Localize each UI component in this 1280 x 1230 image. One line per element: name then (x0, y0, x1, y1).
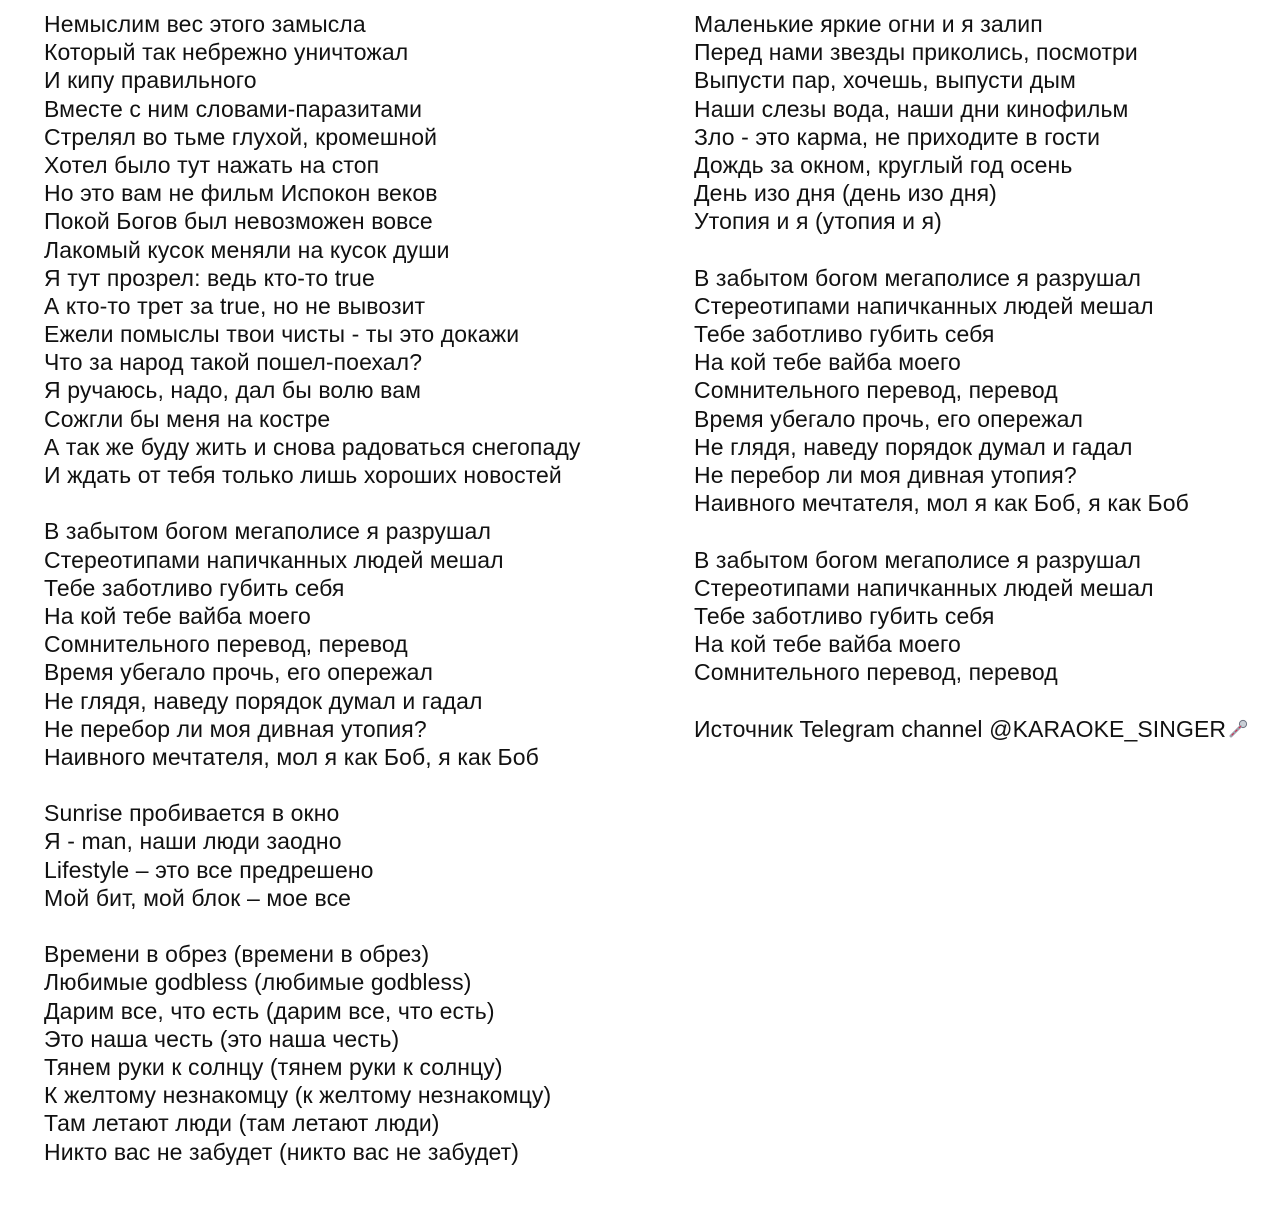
lyrics-right-column (694, 10, 1274, 743)
stanza-break (694, 236, 1274, 264)
lyric-line: Сожгли бы меня на костре (44, 405, 331, 432)
lyric-line: И кипу правильного (44, 67, 257, 94)
lyric-line: Выпусти пар, хочешь, выпусти дым (694, 67, 1076, 94)
lyric-line: Сомнительного перевод, перевод (694, 659, 1058, 686)
lyric-line: Я ручаюсь, надо, дал бы волю вам (44, 377, 421, 404)
lyric-line: Дарим все, что есть (дарим все, что есть) (44, 997, 495, 1024)
lyric-line: Наивного мечтателя, мол я как Боб, я как Боб (694, 490, 1189, 517)
lyric-line: Утопия и я (утопия и я) (694, 208, 942, 235)
lyric-line: А кто-то трет за true, но не вывозит (44, 292, 426, 319)
lyric-line: Не перебор ли моя дивная утопия? (44, 715, 427, 742)
lyric-line: Стереотипами напичканных людей мешал (694, 574, 1154, 601)
lyric-line: Не глядя, наведу порядок думал и гадал (694, 433, 1133, 460)
stanza-break (694, 517, 1274, 545)
lyric-line: Тебе заботливо губить себя (694, 602, 995, 629)
lyric-line: В забытом богом мегаполисе я разрушал (694, 264, 1141, 291)
lyric-line: В забытом богом мегаполисе я разрушал (44, 518, 491, 545)
stanza-break (44, 771, 664, 799)
lyric-line: Никто вас не забудет (никто вас не забудет) (44, 1138, 520, 1165)
lyric-line: Я тут прозрел: ведь кто-то true (44, 264, 375, 291)
microphone-icon (1228, 719, 1248, 739)
lyric-line: День изо дня (день изо дня) (694, 180, 997, 207)
lyric-line: Lifestyle – это все предрешено (44, 856, 374, 883)
lyric-line: И ждать от тебя только лишь хороших новостей (44, 462, 562, 488)
source-credit-text: Источник Telegram channel @KARAOKE_SINGER (694, 715, 1227, 742)
lyric-line: На кой тебе вайба моего (694, 349, 961, 376)
lyric-line: Мой бит, мой блок – мое все (44, 884, 352, 911)
lyric-line: Немыслим вес этого замысла (44, 11, 366, 37)
lyric-line: Наши слезы вода, наши дни кинофильм (694, 95, 1129, 122)
lyric-line: Сомнительного перевод, перевод (44, 631, 408, 658)
lyric-line: Любимые godbless (любимые godbless) (44, 969, 472, 996)
lyric-line: Время убегало прочь, его опережал (44, 659, 433, 686)
lyric-line: Дождь за окном, круглый год осень (694, 151, 1073, 178)
lyric-line: На кой тебе вайба моего (694, 631, 961, 658)
lyric-line: Покой Богов был невозможен вовсе (44, 208, 433, 235)
lyric-line: Но это вам не фильм Испокон веков (44, 180, 438, 207)
lyric-line: Стереотипами напичканных людей мешал (44, 546, 504, 573)
lyric-line: Тебе заботливо губить себя (694, 321, 995, 348)
stanza-break (44, 489, 664, 517)
lyric-line: Стрелял во тьме глухой, кромешной (44, 123, 438, 150)
stanza-break (44, 912, 664, 940)
lyric-line: Зло - это карма, не приходите в гости (694, 123, 1101, 150)
lyric-line: Не перебор ли моя дивная утопия? (694, 462, 1077, 488)
lyric-line: Sunrise пробивается в окно (44, 800, 340, 827)
lyric-line: Времени в обрез (времени в обрез) (44, 941, 430, 968)
lyric-line: Стереотипами напичканных людей мешал (694, 292, 1154, 319)
lyric-line: Время убегало прочь, его опережал (694, 405, 1083, 432)
lyric-line: Который так небрежно уничтожал (44, 39, 409, 66)
lyric-line: Что за народ такой пошел-поехал? (44, 349, 423, 376)
lyric-line: А так же буду жить и снова радоваться снегопаду (44, 433, 581, 460)
lyric-line: Тянем руки к солнцу (тянем руки к солнцу) (44, 1053, 503, 1080)
lyric-line: На кой тебе вайба моего (44, 602, 311, 629)
lyric-line: Маленькие яркие огни и я залип (694, 11, 1043, 37)
lyric-line: Лакомый кусок меняли на кусок души (44, 236, 450, 263)
lyric-line: Тебе заботливо губить себя (44, 574, 345, 601)
lyric-line: Перед нами звезды приколись, посмотри (694, 39, 1138, 66)
lyric-line: Хотел было тут нажать на стоп (44, 151, 380, 178)
lyric-line: Это наша честь (это наша честь) (44, 1025, 400, 1052)
lyric-line: Я - man, наши люди заодно (44, 828, 342, 855)
stanza-break (694, 687, 1274, 715)
lyric-line: Ежели помыслы твои чисты - ты это докажи (44, 321, 520, 348)
lyric-line: Вместе с ним словами-паразитами (44, 95, 423, 122)
lyric-line: В забытом богом мегаполисе я разрушал (694, 546, 1141, 573)
lyric-line: Не глядя, наведу порядок думал и гадал (44, 687, 483, 714)
source-credit (694, 715, 1274, 743)
lyric-line: Наивного мечтателя, мол я как Боб, я как Боб (44, 743, 539, 770)
lyric-line: Там летают люди (там летают люди) (44, 1110, 440, 1137)
lyric-line: К желтому незнакомцу (к желтому незнакомцу) (44, 1082, 552, 1109)
lyrics-left-column (44, 10, 664, 1166)
lyric-line: Сомнительного перевод, перевод (694, 377, 1058, 404)
